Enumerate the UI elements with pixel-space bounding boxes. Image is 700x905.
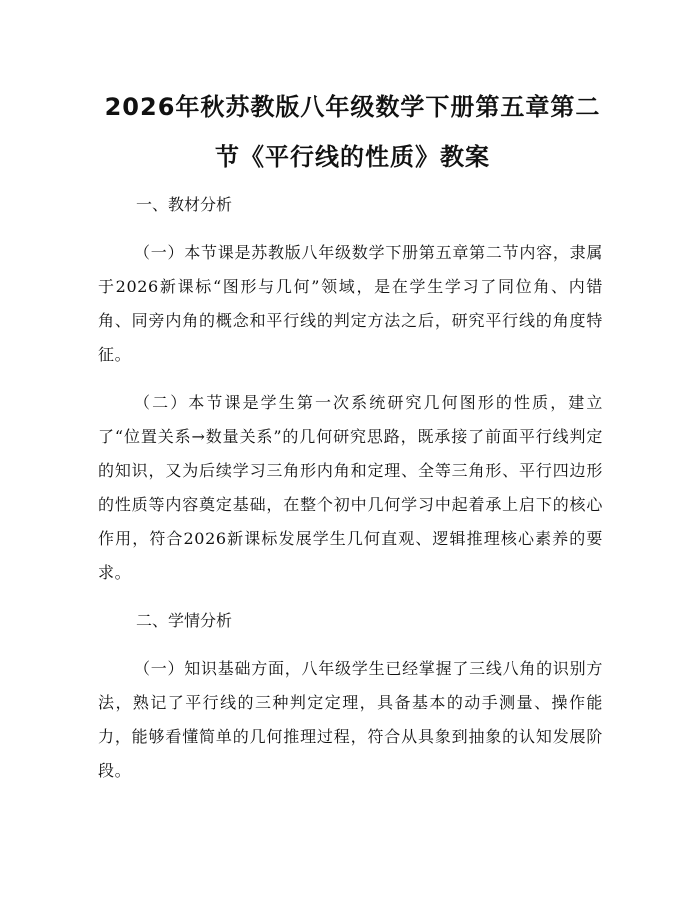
document-title (95, 82, 610, 182)
paragraph: （一）知识基础方面，八年级学生已经掌握了三线八角的识别方法，熟记了平行线的三种判定定理，具备基本的动手测量、操作能力，能够看懂简单的几何推理过程，符合从具象到抽象的认知发展阶段。 (98, 659, 603, 780)
document-body (98, 188, 603, 802)
section-heading-student-analysis: 二、学情分析 (136, 611, 233, 630)
title-line-1: 2026年秋苏教版八年级数学下册第五章第二 (104, 93, 601, 121)
paragraph: （二）本节课是学生第一次系统研究几何图形的性质，建立了“位置关系→数量关系”的几何研究思路，既承接了前面平行线判定的知识，又为后续学习三角形内角和定理、全等三角形、平行四边形的性质等内容奠定基础，在整个初中几何学习中起着承上启下的核心作用，符合2026新课标发展学生几何直观、逻辑推理核心素养的要求。 (98, 393, 603, 582)
paragraph: （一）本节课是苏教版八年级数学下册第五章第二节内容，隶属于2026新课标“图形与几何”领域，是在学生学习了同位角、内错角、同旁内角的概念和平行线的判定方法之后，研究平行线的角度特征。 (98, 243, 603, 364)
section-heading-textbook-analysis: 一、教材分析 (136, 195, 233, 214)
title-line-2: 节《平行线的性质》教案 (215, 143, 490, 171)
